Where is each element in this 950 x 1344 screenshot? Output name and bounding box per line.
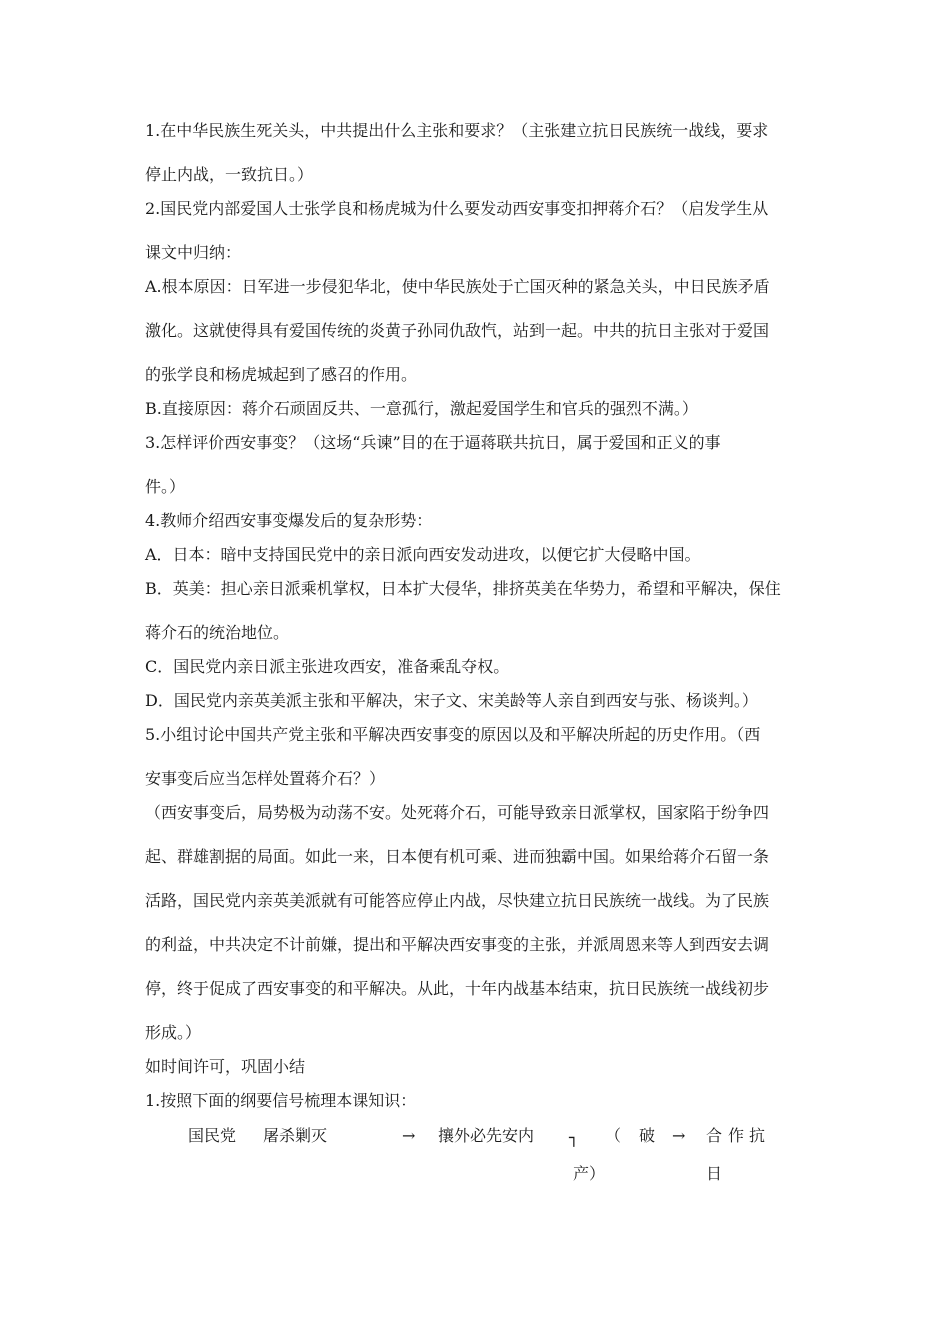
text-line: 4.教师介绍西安事变爆发后的复杂形势： <box>145 511 433 530</box>
text-line: 课文中归纳： <box>145 243 242 262</box>
paragraph <box>145 277 807 385</box>
paragraph <box>145 121 807 185</box>
text-line: 安事变后应当怎样处置蒋介石？） <box>145 769 386 788</box>
diagram-zuo: 作 <box>728 1126 745 1145</box>
diagram-bracket: ┐ <box>569 1128 579 1147</box>
text-line: 的张学良和杨虎城起到了感召的作用。 <box>145 365 418 384</box>
diagram-paren-tail: 产） <box>573 1164 606 1183</box>
text-line: 5.小组讨论中国共产党主张和平解决西安事变的原因以及和平解决所起的历史作用。（西 <box>145 725 761 744</box>
paragraph <box>145 1091 807 1111</box>
text-line: A．日本：暗中支持国民党中的亲日派向西安发动进攻，以便它扩大侵略中国。 <box>145 545 701 564</box>
text-line: 件。） <box>145 477 186 496</box>
text-line: 如时间许可，巩固小结 <box>145 1057 306 1076</box>
diagram-kang: 抗 <box>749 1126 766 1145</box>
paragraph <box>145 511 807 531</box>
paragraph <box>145 1057 807 1077</box>
paragraph <box>145 433 807 497</box>
text-line: B.直接原因：蒋介石顽固反共、一意孤行，激起爱国学生和官兵的强烈不满。） <box>145 399 698 418</box>
text-line: A.根本原因：日军进一步侵犯华北，使中华民族处于亡国灭种的紧急关头，中日民族矛盾 <box>145 277 770 296</box>
text-line: 起、群雄割据的局面。如此一来，日本便有机可乘、进而独霸中国。如果给蒋介石留一条 <box>145 847 770 866</box>
paragraph <box>145 579 807 643</box>
diagram-arrow-2: → <box>672 1126 686 1145</box>
diagram-slogan: 攘外必先安内 <box>438 1126 535 1145</box>
text-line: 停止内战，一致抗日。） <box>145 165 314 184</box>
paragraph <box>145 691 807 711</box>
text-line: 3.怎样评价西安事变？（这场“兵谏”目的在于逼蒋联共抗日，属于爱国和正义的事 <box>145 433 721 452</box>
paragraph <box>145 199 807 263</box>
diagram-ri: 日 <box>706 1164 723 1183</box>
diagram-policy: 屠杀剿灭 <box>263 1126 328 1145</box>
diagram-he: 合 <box>706 1126 723 1145</box>
paragraph <box>145 545 807 565</box>
paragraph <box>145 725 807 789</box>
paragraph <box>145 657 807 677</box>
text-line: 活路，国民党内亲英美派就有可能答应停止内战，尽快建立抗日民族统一战线。为了民族 <box>145 891 770 910</box>
paragraph <box>145 399 807 419</box>
document-body <box>145 121 807 1111</box>
diagram-paren-open: （ <box>605 1126 622 1145</box>
text-line: 2.国民党内部爱国人士张学良和杨虎城为什么要发动西安事变扣押蒋介石？（启发学生从 <box>145 199 769 218</box>
text-line: 1.在中华民族生死关头，中共提出什么主张和要求？（主张建立抗日民族统一战线，要求 <box>145 121 769 140</box>
text-line: 的利益，中共决定不计前嫌，提出和平解决西安事变的主张，并派周恩来等人到西安去调 <box>145 935 770 954</box>
paragraph <box>145 803 807 1043</box>
text-line: 1.按照下面的纲要信号梳理本课知识： <box>145 1091 417 1110</box>
diagram-po: 破 <box>639 1126 656 1145</box>
text-line: D．国民党内亲英美派主张和平解决，宋子文、宋美龄等人亲自到西安与张、杨谈判。） <box>145 691 758 710</box>
outline-diagram <box>0 1126 950 1196</box>
diagram-arrow-1: → <box>402 1126 416 1145</box>
text-line: C．国民党内亲日派主张进攻西安，准备乘乱夺权。 <box>145 657 510 676</box>
text-line: 激化。这就使得具有爱国传统的炎黄子孙同仇敌忾，站到一起。中共的抗日主张对于爱国 <box>145 321 770 340</box>
text-line: （西安事变后，局势极为动荡不安。处死蒋介石，可能导致亲日派掌权，国家陷于纷争四 <box>145 803 770 822</box>
text-line: 形成。） <box>145 1023 202 1042</box>
text-line: 停，终于促成了西安事变的和平解决。从此，十年内战基本结束，抗日民族统一战线初步 <box>145 979 770 998</box>
text-line: 蒋介石的统治地位。 <box>145 623 290 642</box>
text-line: B．英美：担心亲日派乘机掌权，日本扩大侵华，排挤英美在华势力，希望和平解决，保住 <box>145 579 781 598</box>
diagram-party: 国民党 <box>188 1126 237 1145</box>
